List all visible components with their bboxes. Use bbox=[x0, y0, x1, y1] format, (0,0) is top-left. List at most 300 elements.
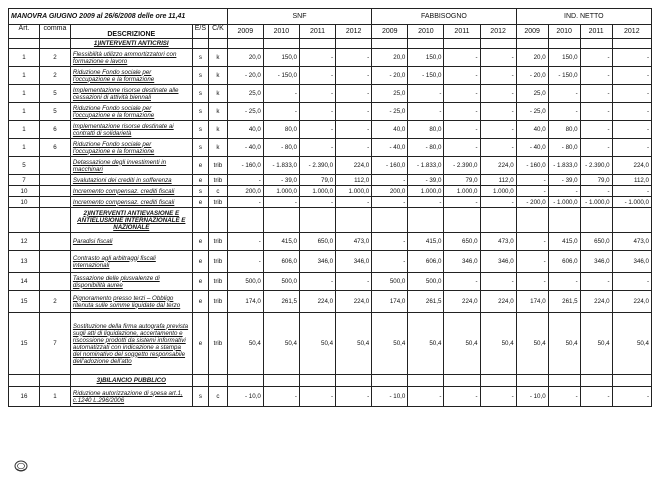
value-cell: 650,0 bbox=[444, 233, 480, 251]
description-cell: Riduzione Fondo sociale per l'occupazione e la formazione bbox=[70, 67, 192, 85]
comma-cell bbox=[39, 273, 70, 291]
ck-cell: c bbox=[209, 186, 228, 197]
ck-cell: k bbox=[209, 139, 228, 157]
value-cell: 20,0 bbox=[516, 49, 548, 67]
ck-cell: trib bbox=[209, 233, 228, 251]
group-ind-netto: IND. NETTO bbox=[516, 9, 651, 25]
art-cell bbox=[9, 375, 40, 387]
value-cell: 500,0 bbox=[372, 273, 408, 291]
es-cell: e bbox=[192, 251, 209, 273]
value-cell: 224,0 bbox=[612, 291, 651, 313]
value-cell: - bbox=[227, 175, 263, 186]
value-cell: - 1.000,0 bbox=[580, 197, 612, 208]
es-cell: s bbox=[192, 67, 209, 85]
value-cell: 174,0 bbox=[372, 291, 408, 313]
section-title: 3)BILANCIO PUBBLICO bbox=[70, 375, 192, 387]
value-cell: - bbox=[299, 49, 335, 67]
art-cell: 15 bbox=[9, 291, 40, 313]
col-art: Art. bbox=[9, 25, 40, 39]
value-cell bbox=[444, 208, 480, 233]
art-cell: 1 bbox=[9, 121, 40, 139]
value-cell: - 40,0 bbox=[372, 139, 408, 157]
comma-cell: 6 bbox=[39, 121, 70, 139]
value-cell: - 1.000,0 bbox=[548, 197, 580, 208]
value-cell: - 10,0 bbox=[372, 387, 408, 407]
value-cell: - bbox=[480, 49, 516, 67]
art-cell: 12 bbox=[9, 233, 40, 251]
es-cell: e bbox=[192, 157, 209, 175]
description-cell: Svalutazioni dei crediti in sofferenza bbox=[70, 175, 192, 186]
value-cell: 224,0 bbox=[480, 291, 516, 313]
value-cell: 650,0 bbox=[299, 233, 335, 251]
value-cell: 346,0 bbox=[480, 251, 516, 273]
value-cell: - bbox=[444, 103, 480, 121]
value-cell bbox=[263, 375, 299, 387]
value-cell bbox=[336, 375, 372, 387]
value-cell: - 25,0 bbox=[227, 103, 263, 121]
value-cell: 346,0 bbox=[336, 251, 372, 273]
art-cell: 1 bbox=[9, 85, 40, 103]
ck-cell: trib bbox=[209, 291, 228, 313]
value-cell: - bbox=[263, 387, 299, 407]
value-cell: - 10,0 bbox=[227, 387, 263, 407]
value-cell: 50,4 bbox=[299, 313, 335, 375]
value-cell: - bbox=[580, 67, 612, 85]
year-cell: 2011 bbox=[580, 25, 612, 39]
value-cell: 50,4 bbox=[444, 313, 480, 375]
art-cell: 13 bbox=[9, 251, 40, 273]
value-cell: 473,0 bbox=[480, 233, 516, 251]
value-cell: 50,4 bbox=[372, 313, 408, 375]
section-title: 2)INTERVENTI ANTIEVASIONE E ANTIELUSIONE INTERNAZIONALE E NAZIONALE bbox=[70, 208, 192, 233]
value-cell: - 39,0 bbox=[408, 175, 444, 186]
value-cell: - bbox=[480, 139, 516, 157]
value-cell: 79,0 bbox=[580, 175, 612, 186]
value-cell: - bbox=[299, 387, 335, 407]
description-cell: Tassazione delle plusvalenze di disponibilità auree bbox=[70, 273, 192, 291]
comma-cell bbox=[39, 197, 70, 208]
ck-cell: trib bbox=[209, 157, 228, 175]
header-row-2 bbox=[9, 25, 652, 39]
value-cell: 224,0 bbox=[612, 157, 651, 175]
ck-cell: k bbox=[209, 103, 228, 121]
comma-cell: 5 bbox=[39, 103, 70, 121]
value-cell: - bbox=[299, 103, 335, 121]
ck-cell: trib bbox=[209, 251, 228, 273]
value-cell: 25,0 bbox=[372, 85, 408, 103]
value-cell: - bbox=[580, 85, 612, 103]
value-cell: 224,0 bbox=[299, 291, 335, 313]
value-cell: - bbox=[372, 251, 408, 273]
ck-cell bbox=[209, 375, 228, 387]
description-cell: Riduzione autorizzazione di spesa art.1, c.1240 L.296/2006 bbox=[70, 387, 192, 407]
value-cell: - 1.833,0 bbox=[548, 157, 580, 175]
value-cell: 80,0 bbox=[408, 121, 444, 139]
value-cell: - 160,0 bbox=[516, 157, 548, 175]
value-cell: - 40,0 bbox=[516, 139, 548, 157]
value-cell: 112,0 bbox=[612, 175, 651, 186]
value-cell: - 1.833,0 bbox=[408, 157, 444, 175]
value-cell: - 2.390,0 bbox=[580, 157, 612, 175]
stamp-logo-icon bbox=[14, 460, 28, 472]
art-cell bbox=[9, 39, 40, 49]
value-cell: 1.000,0 bbox=[263, 186, 299, 197]
value-cell: - bbox=[480, 85, 516, 103]
value-cell bbox=[516, 375, 548, 387]
art-cell bbox=[9, 208, 40, 233]
art-cell: 1 bbox=[9, 67, 40, 85]
value-cell: - bbox=[336, 67, 372, 85]
value-cell: - bbox=[372, 175, 408, 186]
value-cell: 50,4 bbox=[612, 313, 651, 375]
value-cell: 50,4 bbox=[548, 313, 580, 375]
value-cell: - bbox=[580, 121, 612, 139]
es-cell: e bbox=[192, 175, 209, 186]
year-cell: 2009 bbox=[516, 25, 548, 39]
value-cell: - 39,0 bbox=[548, 175, 580, 186]
value-cell bbox=[408, 208, 444, 233]
es-cell: e bbox=[192, 233, 209, 251]
value-cell: - bbox=[480, 121, 516, 139]
value-cell bbox=[372, 39, 408, 49]
value-cell: - bbox=[548, 85, 580, 103]
es-cell: s bbox=[192, 121, 209, 139]
es-cell: s bbox=[192, 186, 209, 197]
ck-cell: k bbox=[209, 49, 228, 67]
table-row bbox=[9, 291, 652, 313]
es-cell: e bbox=[192, 313, 209, 375]
section-row bbox=[9, 208, 652, 233]
description-cell: Pignoramento presso terzi – Obbligo ritenuta sulle somme liquidate dal terzo bbox=[70, 291, 192, 313]
value-cell: - bbox=[299, 139, 335, 157]
value-cell: 112,0 bbox=[480, 175, 516, 186]
value-cell: 40,0 bbox=[227, 121, 263, 139]
value-cell: - bbox=[548, 103, 580, 121]
value-cell: - bbox=[516, 233, 548, 251]
group-snf: SNF bbox=[227, 9, 371, 25]
value-cell: 261,5 bbox=[548, 291, 580, 313]
value-cell bbox=[612, 39, 651, 49]
value-cell: 346,0 bbox=[444, 251, 480, 273]
value-cell bbox=[612, 208, 651, 233]
value-cell: - 25,0 bbox=[372, 103, 408, 121]
value-cell: - 80,0 bbox=[263, 139, 299, 157]
value-cell: 224,0 bbox=[580, 291, 612, 313]
value-cell bbox=[580, 208, 612, 233]
comma-cell: 5 bbox=[39, 85, 70, 103]
value-cell bbox=[612, 375, 651, 387]
col-ck: C/K bbox=[209, 25, 228, 39]
value-cell bbox=[372, 375, 408, 387]
value-cell: - bbox=[227, 197, 263, 208]
table-row bbox=[9, 186, 652, 197]
value-cell bbox=[299, 39, 335, 49]
value-cell: 50,4 bbox=[580, 313, 612, 375]
art-cell: 1 bbox=[9, 49, 40, 67]
art-cell: 10 bbox=[9, 186, 40, 197]
art-cell: 14 bbox=[9, 273, 40, 291]
value-cell: - bbox=[580, 139, 612, 157]
value-cell: - 40,0 bbox=[227, 139, 263, 157]
value-cell: 346,0 bbox=[580, 251, 612, 273]
value-cell: 224,0 bbox=[444, 291, 480, 313]
value-cell: - bbox=[480, 103, 516, 121]
comma-cell bbox=[39, 39, 70, 49]
year-cell: 2009 bbox=[372, 25, 408, 39]
value-cell: 174,0 bbox=[516, 291, 548, 313]
description-cell: Riduzione Fondo sociale per l'occupazione e la formazione bbox=[70, 103, 192, 121]
section-title: 1)INTERVENTI ANTICRISI bbox=[70, 39, 192, 49]
value-cell: 20,0 bbox=[372, 49, 408, 67]
art-cell: 1 bbox=[9, 103, 40, 121]
value-cell: - 1.833,0 bbox=[263, 157, 299, 175]
description-cell: Contrasto agli arbitraggi fiscali internazionali bbox=[70, 251, 192, 273]
value-cell: - bbox=[516, 175, 548, 186]
value-cell: - 20,0 bbox=[372, 67, 408, 85]
value-cell bbox=[299, 208, 335, 233]
value-cell bbox=[480, 39, 516, 49]
es-cell: e bbox=[192, 291, 209, 313]
year-cell: 2012 bbox=[336, 25, 372, 39]
es-cell: s bbox=[192, 103, 209, 121]
value-cell: - bbox=[336, 387, 372, 407]
value-cell: 606,0 bbox=[548, 251, 580, 273]
table-row bbox=[9, 313, 652, 375]
value-cell: - bbox=[580, 186, 612, 197]
value-cell bbox=[227, 39, 263, 49]
comma-cell bbox=[39, 186, 70, 197]
value-cell: 606,0 bbox=[263, 251, 299, 273]
ck-cell: trib bbox=[209, 313, 228, 375]
value-cell: 606,0 bbox=[408, 251, 444, 273]
value-cell: - bbox=[548, 273, 580, 291]
value-cell: 261,5 bbox=[408, 291, 444, 313]
value-cell bbox=[408, 375, 444, 387]
description-cell: Incremento compensaz. crediti fiscali bbox=[70, 197, 192, 208]
value-cell: - bbox=[263, 103, 299, 121]
value-cell: - bbox=[444, 197, 480, 208]
value-cell bbox=[516, 39, 548, 49]
comma-cell: 6 bbox=[39, 139, 70, 157]
year-cell: 2009 bbox=[227, 25, 263, 39]
year-cell: 2010 bbox=[263, 25, 299, 39]
header-row-1 bbox=[9, 9, 652, 25]
ck-cell bbox=[209, 208, 228, 233]
manovra-table bbox=[8, 8, 652, 407]
value-cell: - 80,0 bbox=[548, 139, 580, 157]
year-cell: 2011 bbox=[299, 25, 335, 39]
value-cell: - bbox=[372, 197, 408, 208]
value-cell: 1.000,0 bbox=[480, 186, 516, 197]
value-cell: - bbox=[299, 121, 335, 139]
art-cell: 16 bbox=[9, 387, 40, 407]
value-cell: - bbox=[444, 387, 480, 407]
value-cell: - bbox=[480, 387, 516, 407]
year-cell: 2010 bbox=[548, 25, 580, 39]
comma-cell bbox=[39, 233, 70, 251]
comma-cell: 7 bbox=[39, 313, 70, 375]
value-cell: - bbox=[516, 251, 548, 273]
table-row bbox=[9, 139, 652, 157]
es-cell bbox=[192, 39, 209, 49]
ck-cell: c bbox=[209, 387, 228, 407]
value-cell: - bbox=[299, 85, 335, 103]
value-cell: - 25,0 bbox=[516, 103, 548, 121]
es-cell: e bbox=[192, 197, 209, 208]
value-cell bbox=[548, 375, 580, 387]
value-cell: 415,0 bbox=[548, 233, 580, 251]
value-cell: - bbox=[612, 121, 651, 139]
value-cell: 50,4 bbox=[480, 313, 516, 375]
value-cell: 79,0 bbox=[444, 175, 480, 186]
value-cell bbox=[372, 208, 408, 233]
value-cell: 346,0 bbox=[612, 251, 651, 273]
value-cell bbox=[263, 39, 299, 49]
ck-cell: k bbox=[209, 85, 228, 103]
value-cell: - bbox=[299, 273, 335, 291]
value-cell: 40,0 bbox=[372, 121, 408, 139]
value-cell bbox=[580, 39, 612, 49]
value-cell: - 150,0 bbox=[548, 67, 580, 85]
description-cell: Implementazione risorse destinate ai contratti di solidarietà bbox=[70, 121, 192, 139]
value-cell bbox=[516, 208, 548, 233]
description-cell: Detassazione degli investimenti in macchinari bbox=[70, 157, 192, 175]
value-cell: - bbox=[408, 387, 444, 407]
value-cell bbox=[336, 39, 372, 49]
value-cell: - bbox=[580, 103, 612, 121]
comma-cell: 2 bbox=[39, 49, 70, 67]
value-cell: - bbox=[408, 103, 444, 121]
value-cell: - bbox=[227, 233, 263, 251]
value-cell: 650,0 bbox=[580, 233, 612, 251]
ck-cell: k bbox=[209, 67, 228, 85]
comma-cell: 2 bbox=[39, 291, 70, 313]
value-cell: - bbox=[444, 67, 480, 85]
table-row bbox=[9, 197, 652, 208]
value-cell bbox=[227, 208, 263, 233]
value-cell: - 150,0 bbox=[263, 67, 299, 85]
value-cell bbox=[548, 208, 580, 233]
value-cell: - bbox=[580, 273, 612, 291]
value-cell: 473,0 bbox=[612, 233, 651, 251]
value-cell: - bbox=[612, 273, 651, 291]
description-cell: Flessibilità utilizzo ammortizzatori con formazione e lavoro bbox=[70, 49, 192, 67]
value-cell: - bbox=[516, 273, 548, 291]
value-cell: - 2.390,0 bbox=[444, 157, 480, 175]
value-cell: 50,4 bbox=[408, 313, 444, 375]
value-cell: 79,0 bbox=[299, 175, 335, 186]
year-cell: 2012 bbox=[612, 25, 651, 39]
value-cell: - bbox=[444, 273, 480, 291]
value-cell: - bbox=[336, 85, 372, 103]
col-comma: comma bbox=[39, 25, 70, 39]
value-cell: - bbox=[444, 139, 480, 157]
year-cell: 2010 bbox=[408, 25, 444, 39]
table-row bbox=[9, 103, 652, 121]
group-fabbisogno: FABBISOGNO bbox=[372, 9, 516, 25]
value-cell: 1.000,0 bbox=[408, 186, 444, 197]
value-cell: - bbox=[612, 139, 651, 157]
table-row bbox=[9, 85, 652, 103]
value-cell: 150,0 bbox=[408, 49, 444, 67]
value-cell: - bbox=[408, 85, 444, 103]
comma-cell bbox=[39, 157, 70, 175]
value-cell: 80,0 bbox=[263, 121, 299, 139]
description-cell: Riduzione Fondo sociale per l'occupazione e la formazione bbox=[70, 139, 192, 157]
value-cell: 1.000,0 bbox=[299, 186, 335, 197]
es-cell: s bbox=[192, 387, 209, 407]
es-cell bbox=[192, 208, 209, 233]
section-row bbox=[9, 375, 652, 387]
value-cell: - 20,0 bbox=[227, 67, 263, 85]
value-cell: 1.000,0 bbox=[444, 186, 480, 197]
value-cell: - bbox=[480, 67, 516, 85]
value-cell: 224,0 bbox=[336, 291, 372, 313]
value-cell bbox=[480, 208, 516, 233]
comma-cell bbox=[39, 175, 70, 186]
value-cell: - bbox=[480, 273, 516, 291]
value-cell: 50,4 bbox=[336, 313, 372, 375]
value-cell: 200,0 bbox=[372, 186, 408, 197]
art-cell: 10 bbox=[9, 197, 40, 208]
value-cell: - bbox=[444, 49, 480, 67]
table-row bbox=[9, 121, 652, 139]
ck-cell bbox=[209, 39, 228, 49]
value-cell: 174,0 bbox=[227, 291, 263, 313]
art-cell: 15 bbox=[9, 313, 40, 375]
value-cell: 20,0 bbox=[227, 49, 263, 67]
value-cell: 500,0 bbox=[263, 273, 299, 291]
value-cell: 1.000,0 bbox=[336, 186, 372, 197]
value-cell: - bbox=[548, 186, 580, 197]
value-cell: 50,4 bbox=[516, 313, 548, 375]
value-cell: - 2.390,0 bbox=[299, 157, 335, 175]
value-cell: - 160,0 bbox=[372, 157, 408, 175]
col-descrizione: DESCRIZIONE bbox=[70, 25, 192, 39]
value-cell: 500,0 bbox=[227, 273, 263, 291]
value-cell: 200,0 bbox=[227, 186, 263, 197]
value-cell: - bbox=[263, 197, 299, 208]
table-row bbox=[9, 251, 652, 273]
ck-cell: trib bbox=[209, 197, 228, 208]
value-cell: - bbox=[336, 121, 372, 139]
value-cell: 346,0 bbox=[299, 251, 335, 273]
value-cell bbox=[548, 39, 580, 49]
description-cell: Implementazione risorse destinate alle cessazioni di attività biennali bbox=[70, 85, 192, 103]
ck-cell: trib bbox=[209, 273, 228, 291]
value-cell bbox=[336, 208, 372, 233]
value-cell: 415,0 bbox=[263, 233, 299, 251]
value-cell: - bbox=[612, 186, 651, 197]
value-cell: 150,0 bbox=[263, 49, 299, 67]
value-cell: - 39,0 bbox=[263, 175, 299, 186]
value-cell: - 80,0 bbox=[408, 139, 444, 157]
table-title: MANOVRA GIUGNO 2009 al 26/6/2008 delle ore 11,41 bbox=[9, 9, 228, 25]
es-cell: s bbox=[192, 49, 209, 67]
value-cell: - bbox=[227, 251, 263, 273]
year-cell: 2011 bbox=[444, 25, 480, 39]
value-cell: - 150,0 bbox=[408, 67, 444, 85]
es-cell: s bbox=[192, 139, 209, 157]
value-cell: - bbox=[444, 85, 480, 103]
budget-table-sheet bbox=[8, 8, 652, 407]
value-cell: 25,0 bbox=[227, 85, 263, 103]
value-cell: 50,4 bbox=[263, 313, 299, 375]
value-cell: - 1.000,0 bbox=[612, 197, 651, 208]
value-cell bbox=[580, 375, 612, 387]
value-cell: 261,5 bbox=[263, 291, 299, 313]
section-row bbox=[9, 39, 652, 49]
